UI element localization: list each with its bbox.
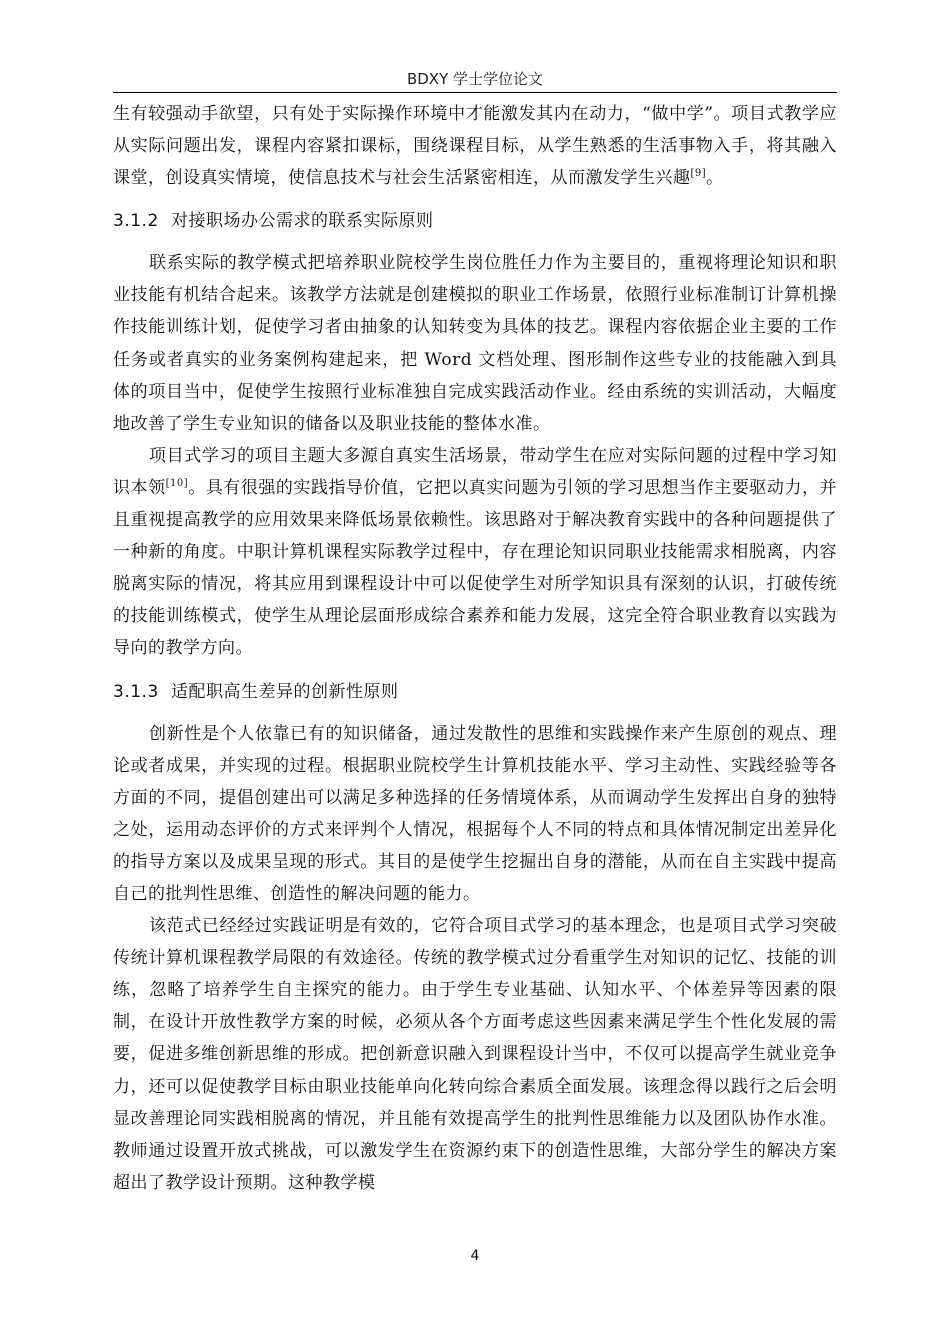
page-body: [113, 98, 837, 1199]
section-title: 适配职高生差异的创新性原则: [171, 681, 399, 702]
section-number: 3.1.2: [113, 211, 159, 232]
paragraph-practice-principle: 联系实际的教学模式把培养职业院校学生岗位胜任力作为主要目的，重视将理论知识和职业技能有机结合起来。该教学方法就是创建模拟的职业工作场景，依照行业标准制订计算机操作技能训练计划，促使学习者由抽象的认知转变为具体的技艺。课程内容依据企业主要的工作任务或者真实的业务案例构建起来，把 Word 文档处理、图形制作这些专业的技能融入到具体的项目当中，促使学生按照行业标准独自完成实践活动作业。经由系统的实训活动，大幅度地改善了学生专业知识的储备以及职业技能的整体水准。: [113, 253, 837, 434]
paragraph-innovation-paradigm: 该范式已经经过实践证明是有效的，它符合项目式学习的基本理念，也是项目式学习突破传统计算机课程教学局限的有效途径。传统的教学模式过分看重学生对知识的记忆、技能的训练，忽略了培养学生自主探究的能力。由于学生专业基础、认知水平、个体差异等因素的限制，在设计开放性教学方案的时候，必须从各个方面考虑这些因素来满足学生个性化发展的需要，促进多维创新思维的形成。把创新意识融入到课程设计当中，不仅可以提高学生就业竞争力，还可以促使教学目标由职业技能单向化转向综合素质全面发展。该理念得以践行之后会明显改善理论同实践相脱离的情况，并且能有效提高学生的批判性思维能力以及团队协作水准。教师通过设置开放式挑战，可以激发学生在资源约束下的创造性思维，大部分学生的解决方案超出了教学设计预期。这种教学模: [113, 916, 837, 1193]
page-number: 4: [470, 1248, 480, 1264]
section-heading-3-1-3: [113, 676, 837, 708]
section-title: 对接职场办公需求的联系实际原则: [171, 211, 434, 232]
section-number: 3.1.3: [113, 681, 159, 702]
page-header: [0, 68, 950, 89]
header-title: BDXY 学士学位论文: [406, 70, 544, 88]
paragraph-continuation: 生有较强动手欲望，只有处于实际操作环境中才能激发其内在动力，“做中学”。项目式教学应从实际问题出发，课程内容紧扣课标，围绕课程目标，从学生熟悉的生活事物入手，将其融入课堂，创设真实情境，使信息技术与社会生活紧密相连，从而激发学生兴趣[9]。: [113, 104, 837, 189]
citation: [9]: [690, 168, 707, 180]
section-heading-3-1-2: [113, 205, 837, 237]
header-rule: [113, 92, 837, 93]
citation: [10]: [165, 477, 189, 489]
paragraph-project-learning: 项目式学习的项目主题大多源自真实生活场景，带动学生在应对实际问题的过程中学习知识本领[10]。具有很强的实践指导价值，它把以真实问题为引领的学习思想当作主要驱动力，并且重视提高教学的应用效果来降低场景依赖性。该思路对于解决教育实践中的各种问题提供了一种新的角度。中职计算机课程实际教学过程中，存在理论知识同职业技能需求相脱离，内容脱离实际的情况，将其应用到课程设计中可以促使学生对所学知识具有深刻的认识，打破传统的技能训练模式，使学生从理论层面形成综合素养和能力发展，这完全符合职业教育以实践为导向的教学方向。: [113, 445, 838, 659]
paragraph-innovation-definition: 创新性是个人依靠已有的知识储备，通过发散性的思维和实践操作来产生原创的观点、理论或者成果，并实现的过程。根据职业院校学生计算机技能水平、学习主动性、实践经验等各方面的不同，提倡创建出可以满足多种选择的任务情境体系，从而调动学生发挥出自身的独特之处，运用动态评价的方式来评判个人情况，根据每个人不同的特点和具体情况制定出差异化的指导方案以及成果呈现的形式。其目的是使学生挖掘出自身的潜能，从而在自主实践中提高自己的批判性思维、创造性的解决问题的能力。: [113, 723, 837, 904]
